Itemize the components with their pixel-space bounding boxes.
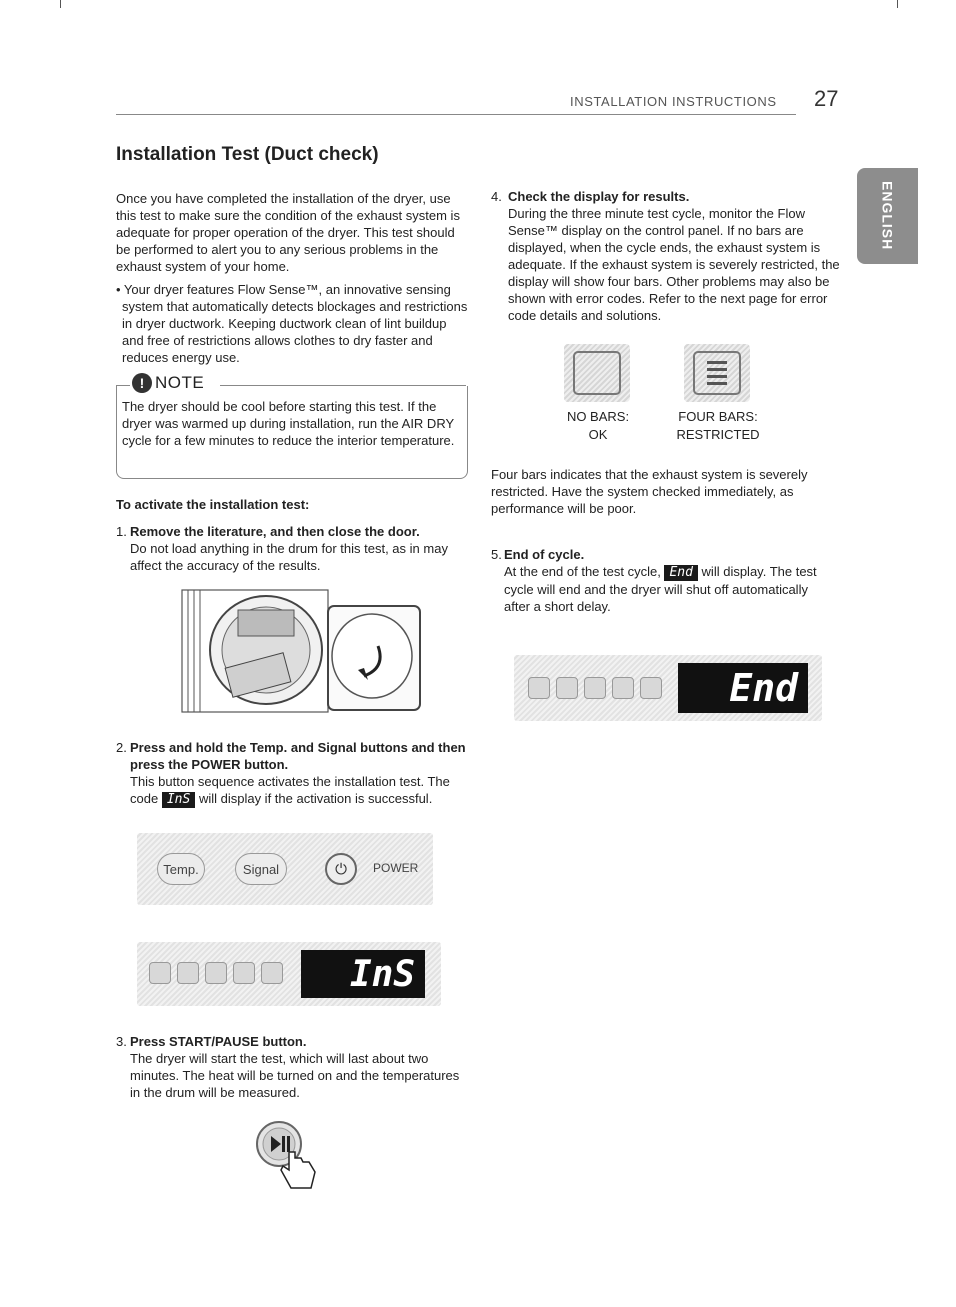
step-body: Do not load anything in the drum for this test, as in may affect the accuracy of the results. xyxy=(130,541,448,573)
step-1 xyxy=(116,523,466,574)
step-heading: Press and hold the Temp. and Signal buttons and then press the POWER button. xyxy=(130,740,466,772)
four-bars-display xyxy=(684,344,750,402)
step-body-continued: will display if the activation is successful. xyxy=(198,791,433,806)
step-number: 4. xyxy=(491,189,502,204)
flow-bar xyxy=(707,382,727,385)
display-panel-end xyxy=(514,655,822,721)
cycle-indicator-icon xyxy=(612,677,634,699)
four-bars-caption xyxy=(668,408,768,444)
intro-bullet: • Your dryer features Flow Sense™, an innovative sensing system that automatically detects blockages and restrictions in dryer ductwork. Keeping ductwork clean of lint buildup and free of restrictions allows clothes to dry faster and reduces energy use. xyxy=(116,282,468,365)
step-5 xyxy=(491,546,836,615)
step-body: This button sequence activates the installation test. The code xyxy=(130,774,450,806)
cycle-indicator-icon xyxy=(528,677,550,699)
no-bars-label: NO BARS: xyxy=(566,409,630,424)
control-panel-buttons xyxy=(137,833,433,905)
no-bars-display xyxy=(564,344,630,402)
step-body-continued: will display. The test cycle will end and the dryer will shut off automatically after a short delay. xyxy=(504,564,817,614)
step-body: During the three minute test cycle, monitor the Flow Sense™ display on the control panel. If no bars are displayed, when the cycle ends, the exhaust system is adequate. If the exhaust system is severely restricted, the display will show four bars. Other problems may also be shown with error codes. Refer to the next page for error code details and solutions. xyxy=(508,206,840,323)
step-2 xyxy=(116,739,466,808)
intro-paragraph: Once you have completed the installation of the dryer, use this test to make sure the condition of the exhaust system is adequate for proper operation of the dryer. This test should be performed to alert you to any serious problems in the exhaust system of your home. xyxy=(116,191,460,274)
flow-bar xyxy=(707,361,727,364)
ins-code-inline: InS xyxy=(162,792,195,808)
section-label: INSTALLATION INSTRUCTIONS xyxy=(570,94,777,109)
crop-mark xyxy=(897,0,898,8)
step-number: 2. xyxy=(116,740,127,755)
header-rule xyxy=(116,114,796,115)
no-bars-caption xyxy=(548,408,648,444)
dryer-door-illustration xyxy=(178,588,424,714)
step-number: 5. xyxy=(491,547,502,562)
step-3 xyxy=(116,1033,466,1101)
step-heading: End of cycle. xyxy=(504,547,585,562)
temp-button[interactable]: Temp. xyxy=(157,853,205,885)
start-pause-button-illustration xyxy=(253,1118,319,1194)
cycle-indicator-icon xyxy=(233,962,255,984)
step-body: The dryer will start the test, which will last about two minutes. The heat will be turned on and the temperatures in the drum will be measured. xyxy=(130,1051,460,1100)
flow-bar xyxy=(707,368,727,371)
page-number: 27 xyxy=(814,86,839,111)
crop-mark xyxy=(60,0,61,8)
step-4 xyxy=(491,188,841,324)
end-display: End xyxy=(678,663,808,713)
four-bars-label: FOUR BARS: xyxy=(678,409,758,424)
cycle-indicator-icon xyxy=(261,962,283,984)
exclamation-icon: ! xyxy=(132,373,152,393)
flow-bar xyxy=(707,375,727,378)
ins-display: InS xyxy=(301,950,425,998)
step-number: 3. xyxy=(116,1034,127,1049)
empty-bar-frame xyxy=(573,351,621,395)
cycle-indicator-icon xyxy=(205,962,227,984)
step-heading: Remove the literature, and then close the door. xyxy=(130,524,420,539)
cycle-indicator-icon xyxy=(177,962,199,984)
page-title: Installation Test (Duct check) xyxy=(116,144,379,165)
cycle-indicator-icon xyxy=(149,962,171,984)
signal-button[interactable]: Signal xyxy=(235,853,287,885)
bar-frame xyxy=(693,351,741,395)
note-label: NOTE xyxy=(155,373,205,392)
step-number: 1. xyxy=(116,524,127,539)
power-icon[interactable]: ⏻ xyxy=(325,853,357,885)
power-label: POWER xyxy=(373,861,419,875)
four-bars-explanation: Four bars indicates that the exhaust system is severely restricted. Have the system checked immediately, as performance will be poor. xyxy=(491,467,808,516)
language-tab xyxy=(857,168,918,264)
step-heading: Check the display for results. xyxy=(508,189,690,204)
cycle-indicator-icon xyxy=(556,677,578,699)
display-panel-ins xyxy=(137,942,441,1006)
note-rule-right xyxy=(220,385,466,386)
step-heading: Press START/PAUSE button. xyxy=(130,1034,307,1049)
note-text: The dryer should be cool before starting this test. If the dryer was warmed up during installation, run the AIR DRY cycle for a few minutes to reduce the interior temperature. xyxy=(122,399,455,448)
no-bars-result: OK xyxy=(588,427,608,442)
cycle-indicator-icon xyxy=(584,677,606,699)
four-bars-result: RESTRICTED xyxy=(676,427,760,442)
cycle-indicator-icon xyxy=(640,677,662,699)
language-tab-label: ENGLISH xyxy=(879,181,896,251)
step-body: At the end of the test cycle, xyxy=(504,564,661,579)
note-rule-left xyxy=(116,385,130,386)
end-code-inline: End xyxy=(664,565,697,581)
intro-block xyxy=(116,190,468,366)
note-header xyxy=(132,373,210,393)
activate-heading: To activate the installation test: xyxy=(116,497,310,512)
